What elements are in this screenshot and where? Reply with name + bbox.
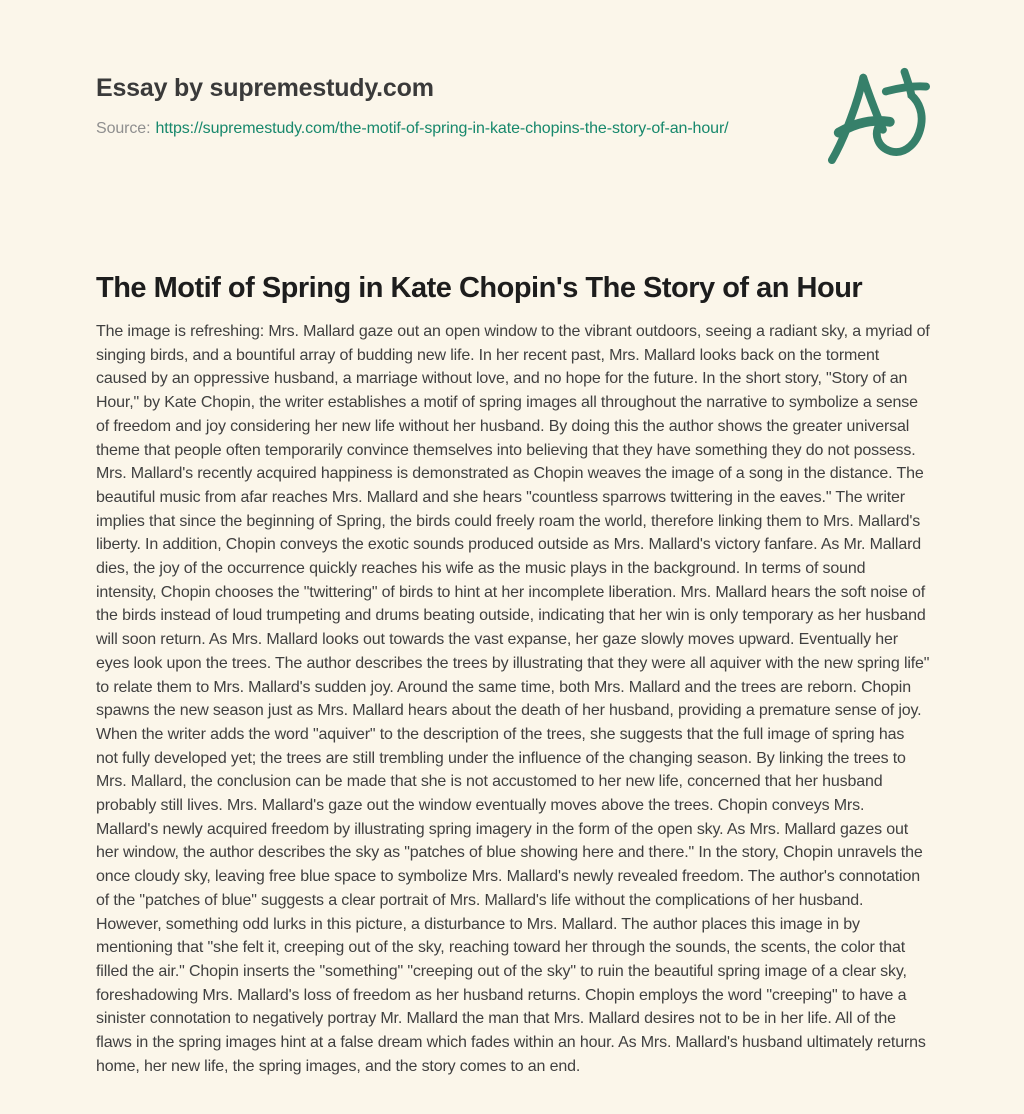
a-plus-logo-icon bbox=[824, 153, 932, 170]
source-label: Source: bbox=[96, 120, 151, 137]
source-link[interactable]: https://supremestudy.com/the-motif-of-spring-in-kate-chopins-the-story-of-an-hour/ bbox=[155, 120, 729, 137]
supremestudy-logo bbox=[824, 62, 932, 166]
essay-title: The Motif of Spring in Kate Chopin's The Story of an Hour bbox=[96, 272, 863, 305]
essay-byline: Essay by supremestudy.com bbox=[96, 74, 434, 102]
essay-body: The image is refreshing: Mrs. Mallard gaze out an open window to the vibrant outdoors, seeing a radiant sky, a myriad of singing birds, and a bountiful array of budding new life. In her recent past, Mrs. Mallard looks back on the torment caused by an oppressive husband, a marriage without love, and no hope for the future. In the short story, "Story of an Hour," by Kate Chopin, the writer establishes a motif of spring images all throughout the narrative to symbolize a sense of freedom and joy considering her new life without her husband. By doing this the author shows the greater universal theme that people often temporarily convince themselves into believing that they have something they do not possess. Mrs. Mallard's recently acquired happiness is demonstrated as Chopin weaves the image of a song in the distance. The beautiful music from afar reaches Mrs. Mallard and she hears "countless sparrows twittering in the eaves." The writer implies that since the beginning of Spring, the birds could freely roam the world, therefore linking them to Mrs. Mallard's liberty. In addition, Chopin conveys the exotic sounds produced outside as Mrs. Mallard's victory fanfare. As Mr. Mallard dies, the joy of the occurrence quickly reaches his wife as the music plays in the background. In terms of sound intensity, Chopin chooses the "twittering" of birds to hint at her incomplete liberation. Mrs. Mallard hears the soft noise of the birds instead of loud trumpeting and drums beating outside, indicating that her win is only temporary as her husband will soon return. As Mrs. Mallard looks out towards the vast expanse, her gaze slowly moves upward. Eventually her eyes look upon the trees. The author describes the trees by illustrating that they were all aquiver with the new spring life" to relate them to Mrs. Mallard's sudden joy. Around the same time, both Mrs. Mallard and the trees are reborn. Chopin spawns the new season just as Mrs. Mallard hears about the death of her husband, providing a premature sense of joy. When the writer adds the word "aquiver" to the description of the trees, she suggests that the full image of spring has not fully developed yet; the trees are still trembling under the influence of the changing season. By linking the trees to Mrs. Mallard, the conclusion can be made that she is not accustomed to her new life, concerned that her husband probably still lives. Mrs. Mallard's gaze out the window eventually moves above the trees. Chopin conveys Mrs. Mallard's newly acquired freedom by illustrating spring imagery in the form of the open sky. As Mrs. Mallard gazes out her window, the author describes the sky as "patches of blue showing here and there." In the story, Chopin unravels the once cloudy sky, leaving free blue space to symbolize Mrs. Mallard's newly revealed freedom. The author's connotation of the "patches of blue" suggests a clear portrait of Mrs. Mallard's life without the complications of her husband. However, something odd lurks in this picture, a disturbance to Mrs. Mallard. The author places this image in by mentioning that "she felt it, creeping out of the sky, reaching toward her through the sounds, the scents, the color that filled the air." Chopin inserts the "something" "creeping out of the sky" to ruin the beautiful spring image of a clear sky, foreshadowing Mrs. Mallard's loss of freedom as her husband returns. Chopin employs the word "creeping" to have a sinister connotation to negatively portray Mr. Mallard the man that Mrs. Mallard desires not to be in her life. All of the flaws in the spring images hint at a false dream which fades within an hour. As Mrs. Mallard's husband ultimately returns home, her new life, the spring images, and the story comes to an end. bbox=[96, 323, 930, 1075]
source-line bbox=[96, 120, 729, 138]
